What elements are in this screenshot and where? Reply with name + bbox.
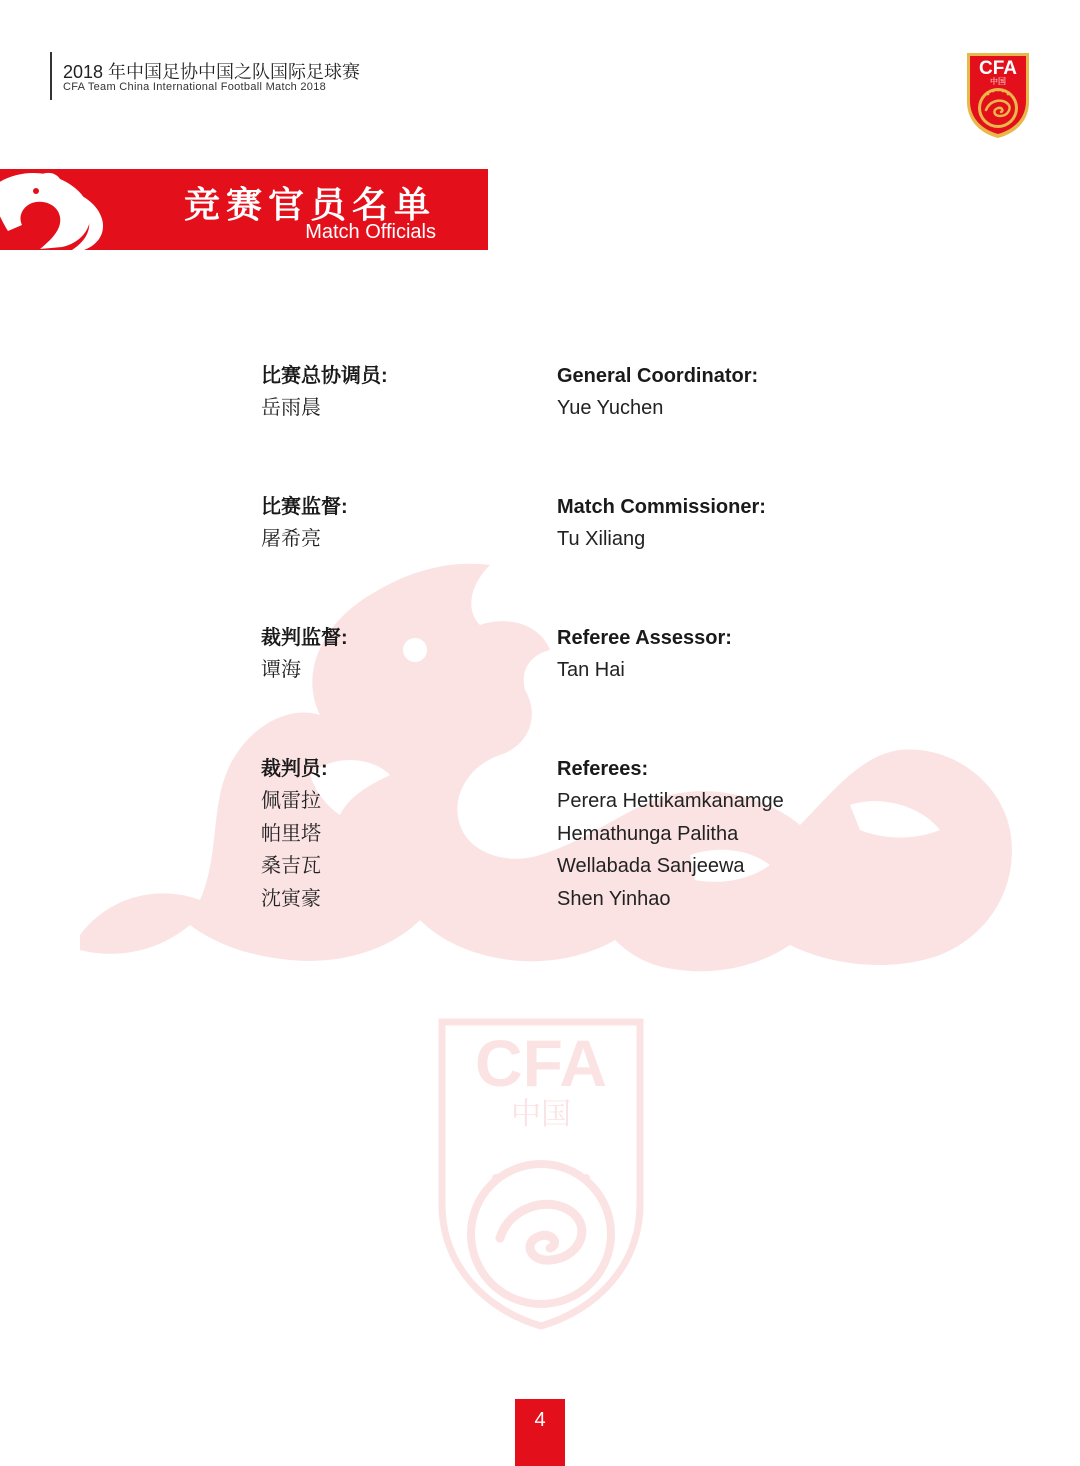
official-name-en: Hemathunga Palitha <box>557 822 739 845</box>
role-label-en: Match Commissioner: <box>557 496 766 518</box>
official-name-cn: 沈寅豪 <box>261 887 321 910</box>
official-cn-column <box>261 360 521 425</box>
svg-text:CFA: CFA <box>979 58 1017 79</box>
page-number: 4 <box>515 1399 565 1466</box>
section-title-cn: 竞赛官员名单 <box>183 184 436 225</box>
official-name-en: Tan Hai <box>557 659 625 681</box>
event-title: 2018 年中国足协中国之队国际足球赛 <box>63 62 361 82</box>
role-label-cn: 比赛监督: <box>261 496 348 518</box>
official-name-cn: 谭海 <box>261 659 301 681</box>
role-label-cn: 比赛总协调员: <box>261 365 388 387</box>
official-name-en: Wellabada Sanjeewa <box>557 855 745 877</box>
official-name-cn: 桑吉瓦 <box>261 855 321 877</box>
official-name-cn: 岳雨晨 <box>261 397 321 419</box>
official-en-column <box>557 753 977 915</box>
official-name-en: Yue Yuchen <box>557 397 664 419</box>
official-en-column <box>557 622 977 687</box>
official-name-cn: 屠希亮 <box>261 528 321 550</box>
official-name-en: Shen Yinhao <box>557 887 671 910</box>
svg-text:CFA: CFA <box>475 1026 607 1100</box>
role-label-en: Referee Assessor: <box>557 627 732 649</box>
official-en-column <box>557 360 977 425</box>
official-cn-column <box>261 491 521 556</box>
official-name-cn: 佩雷拉 <box>261 790 321 812</box>
role-label-cn: 裁判监督: <box>261 627 348 649</box>
svg-text:中国: 中国 <box>511 1097 571 1132</box>
svg-text:中国: 中国 <box>990 77 1006 86</box>
official-cn-column <box>261 753 521 915</box>
event-subtitle: CFA Team China International Football Match 2018 <box>63 81 327 93</box>
official-cn-column <box>261 622 521 687</box>
official-name-cn: 帕里塔 <box>261 822 321 845</box>
official-name-en: Perera Hettikamkanamge <box>557 790 784 812</box>
role-label-cn: 裁判员: <box>261 758 328 780</box>
official-name-en: Tu Xiliang <box>557 528 646 550</box>
role-label-en: Referees: <box>557 758 649 780</box>
section-title-en: Match Officials <box>305 221 436 243</box>
official-en-column <box>557 491 977 556</box>
role-label-en: General Coordinator: <box>557 365 759 387</box>
